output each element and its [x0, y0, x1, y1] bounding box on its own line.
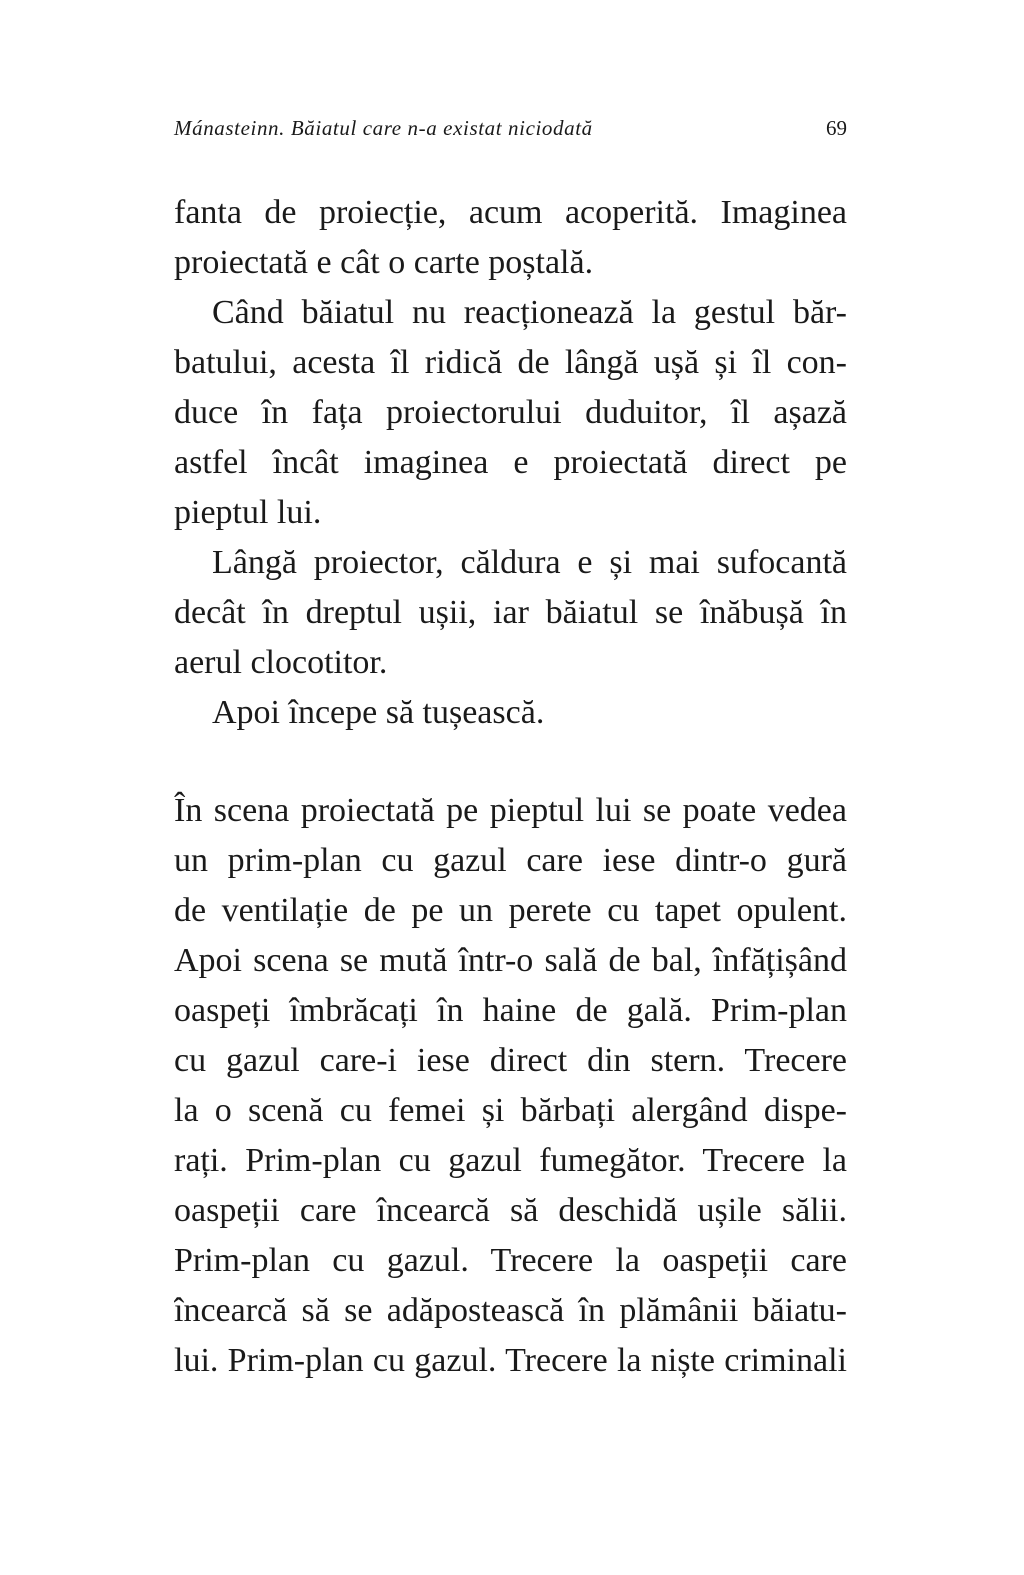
text-line: rați. Prim-plan cu gazul fumegător. Trecere la	[174, 1142, 847, 1179]
body-text-section-2	[174, 786, 847, 1386]
text-line: În scena proiectată pe pieptul lui se poate vedea	[174, 792, 847, 829]
text-line: Lângă proiector, căldura e și mai sufocantă	[212, 544, 847, 581]
text-line: lui. Prim-plan cu gazul. Trecere la niște criminali	[174, 1342, 847, 1379]
text-line: cu gazul care-i iese direct din stern. Trecere	[174, 1042, 847, 1079]
text-line: aerul clocotitor.	[174, 644, 388, 681]
text-line: un prim-plan cu gazul care iese dintr-o gură	[174, 842, 847, 879]
text-line: duce în fața proiectorului duduitor, îl așază	[174, 394, 847, 431]
text-line: Apoi începe să tușească.	[212, 694, 545, 731]
text-line: fanta de proiecție, acum acoperită. Imaginea	[174, 194, 847, 231]
running-header	[174, 116, 847, 152]
text-line: proiectată e cât o carte poștală.	[174, 244, 594, 281]
text-line: încearcă să se adăpostească în plămânii băiatu-	[174, 1292, 847, 1329]
text-line: Prim-plan cu gazul. Trecere la oaspeții care	[174, 1242, 847, 1279]
text-line: batului, acesta îl ridică de lângă ușă și îl con-	[174, 344, 847, 381]
text-line: decât în dreptul ușii, iar băiatul se înăbușă în	[174, 594, 847, 631]
text-line: pieptul lui.	[174, 494, 322, 531]
text-line: la o scenă cu femei și bărbați alergând dispe-	[174, 1092, 847, 1129]
text-line: astfel încât imaginea e proiectată direct pe	[174, 444, 847, 481]
text-line: oaspeții care încearcă să deschidă ușile sălii.	[174, 1192, 847, 1229]
text-line: Apoi scena se mută într-o sală de bal, înfățișând	[174, 942, 847, 979]
page-number: 69	[826, 116, 847, 140]
running-title: Mánasteinn. Băiatul care n-a existat niciodată	[174, 116, 593, 140]
text-line: de ventilație de pe un perete cu tapet opulent.	[174, 892, 847, 929]
body-text-section-1	[174, 188, 847, 738]
text-line: Când băiatul nu reacționează la gestul băr-	[212, 294, 847, 331]
text-line: oaspeți îmbrăcați în haine de gală. Prim-plan	[174, 992, 847, 1029]
